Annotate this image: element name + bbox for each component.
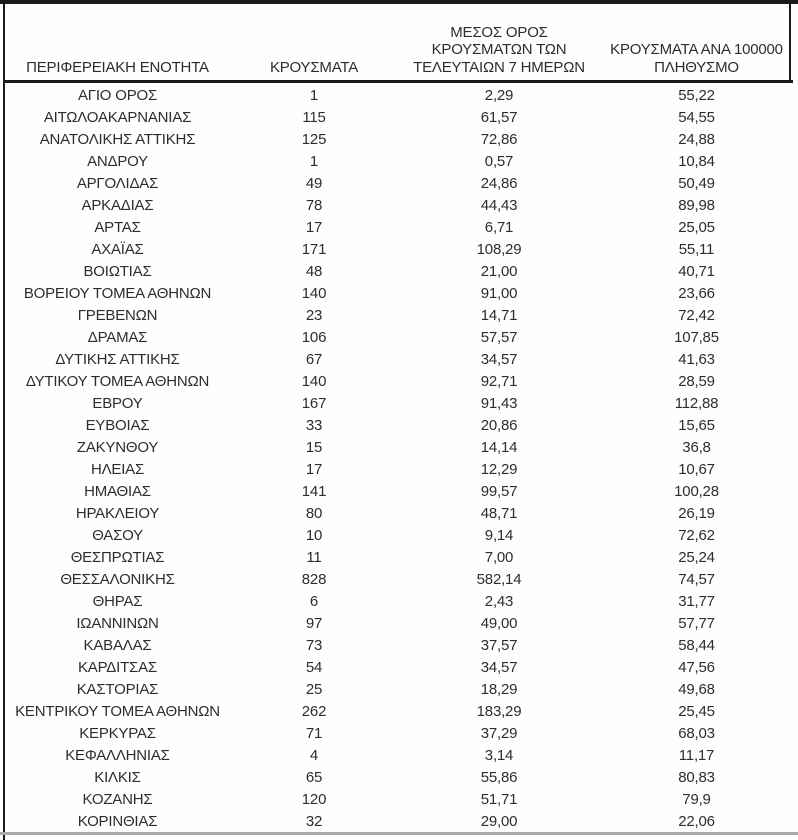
cases-cell: 65: [305, 769, 323, 786]
table-row: [5, 481, 793, 503]
cases-cell: 4: [309, 747, 319, 764]
cases-table: [5, 4, 793, 833]
avg-7day-cell: 21,00: [480, 263, 518, 280]
region-cell: ΚΟΡΙΝΘΙΑΣ: [77, 813, 158, 830]
cases-cell: 33: [305, 417, 323, 434]
avg-7day-cell: 2,43: [484, 593, 514, 610]
per-100k-cell: 15,65: [678, 417, 715, 434]
region-cell: ΚΙΛΚΙΣ: [94, 769, 141, 786]
per-100k-cell: 25,45: [678, 703, 715, 720]
region-cell: ΚΟΖΑΝΗΣ: [82, 791, 153, 808]
region-cell: ΑΝΑΤΟΛΙΚΗΣ ΑΤΤΙΚΗΣ: [39, 131, 196, 148]
region-cell: ΘΕΣΣΑΛΟΝΙΚΗΣ: [60, 571, 175, 588]
region-cell: ΑΧΑΪΑΣ: [91, 241, 144, 258]
region-cell: ΑΓΙΟ ΟΡΟΣ: [77, 87, 158, 104]
avg-7day-cell: 48,71: [480, 505, 518, 522]
table-row: [5, 393, 793, 415]
cases-cell: 6: [309, 593, 319, 610]
table-row: [5, 635, 793, 657]
avg-7day-cell: 24,86: [480, 175, 518, 192]
avg-7day-cell: 92,71: [480, 373, 518, 390]
avg-7day-cell: 55,86: [480, 769, 518, 786]
table-row: [5, 305, 793, 327]
avg-7day-cell: 20,86: [480, 417, 518, 434]
table-header: [5, 4, 793, 82]
per-100k-cell: 47,56: [678, 659, 715, 676]
per-100k-cell: 23,66: [678, 285, 715, 302]
per-100k-cell: 68,03: [678, 725, 715, 742]
avg-7day-cell: 9,14: [484, 527, 514, 544]
cases-cell: 10: [305, 527, 323, 544]
header-avg-7day-label: ΜΕΣΟΣ ΟΡΟΣ ΚΡΟΥΣΜΑΤΩΝ ΤΩΝ ΤΕΛΕΥΤΑΙΩΝ 7 ΗΜΕΡΩΝ: [413, 23, 585, 76]
region-cell: ΖΑΚΥΝΘΟΥ: [76, 439, 159, 456]
region-cell: ΙΩΑΝΝΙΝΩΝ: [76, 615, 159, 632]
cases-cell: 80: [305, 505, 323, 522]
table-row: [5, 811, 793, 833]
cases-cell: 262: [301, 703, 327, 720]
cases-cell: 171: [301, 241, 327, 258]
avg-7day-cell: 91,00: [480, 285, 518, 302]
per-100k-cell: 10,84: [678, 153, 715, 170]
cases-cell: 17: [305, 461, 323, 478]
table-row: [5, 525, 793, 547]
per-100k-cell: 31,77: [678, 593, 715, 610]
cases-cell: 78: [305, 197, 323, 214]
cases-cell: 23: [305, 307, 323, 324]
per-100k-cell: 80,83: [678, 769, 715, 786]
table-row: [5, 701, 793, 723]
region-cell: ΚΑΒΑΛΑΣ: [83, 637, 152, 654]
table-row: [5, 283, 793, 305]
region-cell: ΑΙΤΩΛΟΑΚΑΡΝΑΝΙΑΣ: [43, 109, 192, 126]
region-cell: ΑΡΚΑΔΙΑΣ: [81, 197, 154, 214]
header-regional-unit: [5, 4, 230, 82]
per-100k-cell: 74,57: [678, 571, 715, 588]
table-row: [5, 415, 793, 437]
region-cell: ΚΕΦΑΛΛΗΝΙΑΣ: [65, 747, 170, 764]
table-row: [5, 129, 793, 151]
table-row: [5, 107, 793, 129]
per-100k-cell: 107,85: [674, 329, 719, 346]
region-cell: ΚΑΣΤΟΡΙΑΣ: [76, 681, 159, 698]
avg-7day-cell: 183,29: [476, 703, 522, 720]
per-100k-cell: 89,98: [678, 197, 715, 214]
per-100k-cell: 54,55: [678, 109, 715, 126]
per-100k-cell: 79,9: [682, 791, 711, 808]
per-100k-cell: 57,77: [678, 615, 715, 632]
table-row: [5, 195, 793, 217]
table-row: [5, 82, 793, 108]
avg-7day-cell: 99,57: [480, 483, 518, 500]
cases-cell: 54: [305, 659, 323, 676]
avg-7day-cell: 34,57: [480, 351, 518, 368]
per-100k-cell: 25,24: [678, 549, 715, 566]
region-cell: ΚΕΡΚΥΡΑΣ: [79, 725, 156, 742]
table-row: [5, 547, 793, 569]
avg-7day-cell: 0,57: [484, 153, 514, 170]
per-100k-cell: 10,67: [678, 461, 715, 478]
table-row: [5, 613, 793, 635]
cases-cell: 141: [301, 483, 327, 500]
per-100k-cell: 55,11: [678, 241, 715, 258]
table-body: [5, 82, 793, 834]
avg-7day-cell: 6,71: [484, 219, 514, 236]
cases-cell: 11: [306, 549, 322, 566]
avg-7day-cell: 582,14: [476, 571, 522, 588]
table-row: [5, 327, 793, 349]
per-100k-cell: 58,44: [678, 637, 715, 654]
table-row: [5, 789, 793, 811]
avg-7day-cell: 37,29: [480, 725, 518, 742]
table-row: [5, 569, 793, 591]
cases-cell: 140: [301, 285, 327, 302]
header-cases-label: ΚΡΟΥΣΜΑΤΑ: [269, 58, 359, 76]
per-100k-cell: 24,88: [678, 131, 715, 148]
avg-7day-cell: 57,57: [480, 329, 518, 346]
avg-7day-cell: 91,43: [480, 395, 518, 412]
region-cell: ΕΒΡΟΥ: [92, 395, 143, 412]
cases-cell: 167: [301, 395, 327, 412]
table-row: [5, 349, 793, 371]
cases-cell: 140: [301, 373, 327, 390]
cases-cell: 1: [309, 87, 319, 104]
avg-7day-cell: 49,00: [480, 615, 518, 632]
table-row: [5, 217, 793, 239]
cases-cell: 1: [309, 153, 319, 170]
table-row: [5, 151, 793, 173]
cases-cell: 828: [301, 571, 327, 588]
avg-7day-cell: 34,57: [480, 659, 518, 676]
avg-7day-cell: 51,71: [480, 791, 518, 808]
avg-7day-cell: 72,86: [480, 131, 518, 148]
per-100k-cell: 72,62: [678, 527, 715, 544]
avg-7day-cell: 18,29: [480, 681, 518, 698]
region-cell: ΑΡΤΑΣ: [94, 219, 141, 236]
per-100k-cell: 36,8: [682, 439, 711, 456]
per-100k-cell: 100,28: [674, 483, 719, 500]
per-100k-cell: 26,19: [678, 505, 715, 522]
per-100k-cell: 49,68: [678, 681, 715, 698]
avg-7day-cell: 2,29: [484, 87, 514, 104]
table-row: [5, 503, 793, 525]
cases-cell: 106: [301, 329, 327, 346]
region-cell: ΔΥΤΙΚΗΣ ΑΤΤΙΚΗΣ: [55, 351, 180, 368]
table-row: [5, 437, 793, 459]
region-cell: ΑΡΓΟΛΙΔΑΣ: [76, 175, 159, 192]
per-100k-cell: 55,22: [678, 87, 715, 104]
cases-cell: 25: [305, 681, 323, 698]
per-100k-cell: 112,88: [674, 395, 719, 412]
cases-cell: 120: [301, 791, 327, 808]
region-cell: ΚΕΝΤΡΙΚΟΥ ΤΟΜΕΑ ΑΘΗΝΩΝ: [15, 703, 220, 720]
region-cell: ΓΡΕΒΕΝΩΝ: [77, 307, 158, 324]
cases-cell: 71: [305, 725, 323, 742]
region-cell: ΗΡΑΚΛΕΙΟΥ: [75, 505, 160, 522]
cases-cell: 32: [305, 813, 323, 830]
table-row: [5, 723, 793, 745]
table-row: [5, 239, 793, 261]
avg-7day-cell: 14,14: [480, 439, 518, 456]
per-100k-cell: 72,42: [678, 307, 715, 324]
per-100k-cell: 40,71: [678, 263, 715, 280]
region-cell: ΘΑΣΟΥ: [92, 527, 143, 544]
per-100k-cell: 28,59: [678, 373, 715, 390]
avg-7day-cell: 7,00: [484, 549, 514, 566]
per-100k-cell: 50,49: [678, 175, 715, 192]
cases-cell: 48: [305, 263, 323, 280]
cases-cell: 73: [305, 637, 323, 654]
region-cell: ΒΟΡΕΙΟΥ ΤΟΜΕΑ ΑΘΗΝΩΝ: [23, 285, 212, 302]
avg-7day-cell: 108,29: [476, 241, 522, 258]
region-cell: ΔΡΑΜΑΣ: [87, 329, 148, 346]
header-avg-7day: [398, 4, 600, 82]
per-100k-cell: 41,63: [678, 351, 715, 368]
avg-7day-cell: 12,29: [480, 461, 518, 478]
avg-7day-cell: 14,71: [480, 307, 518, 324]
region-cell: ΒΟΙΩΤΙΑΣ: [83, 263, 152, 280]
cases-cell: 97: [305, 615, 323, 632]
cases-cell: 125: [301, 131, 327, 148]
cases-cell: 67: [305, 351, 323, 368]
avg-7day-cell: 3,14: [484, 747, 514, 764]
header-row: [5, 4, 793, 82]
header-regional-unit-label: ΠΕΡΙΦΕΡΕΙΑΚΗ ΕΝΟΤΗΤΑ: [26, 58, 209, 76]
per-100k-cell: 25,05: [678, 219, 715, 236]
avg-7day-cell: 61,57: [480, 109, 518, 126]
table-row: [5, 371, 793, 393]
cases-cell: 49: [305, 175, 323, 192]
region-cell: ΑΝΔΡΟΥ: [87, 153, 148, 170]
table-row: [5, 459, 793, 481]
table-row: [5, 657, 793, 679]
avg-7day-cell: 44,43: [480, 197, 518, 214]
region-cell: ΘΗΡΑΣ: [92, 593, 143, 610]
per-100k-cell: 11,17: [678, 747, 715, 764]
region-cell: ΘΕΣΠΡΩΤΙΑΣ: [70, 549, 165, 566]
per-100k-cell: 22,06: [678, 813, 715, 830]
table-row: [5, 679, 793, 701]
region-cell: ΚΑΡΔΙΤΣΑΣ: [77, 659, 157, 676]
cases-cell: 15: [305, 439, 323, 456]
table-row: [5, 767, 793, 789]
cases-cell: 115: [302, 109, 326, 126]
region-cell: ΗΜΑΘΙΑΣ: [84, 483, 151, 500]
header-cases: [230, 4, 398, 82]
table-row: [5, 261, 793, 283]
header-per-100k-label: ΚΡΟΥΣΜΑΤΑ ΑΝΑ 100000 ΠΛΗΘΥΣΜΟ: [610, 41, 783, 76]
region-cell: ΔΥΤΙΚΟΥ ΤΟΜΕΑ ΑΘΗΝΩΝ: [25, 373, 210, 390]
region-cell: ΕΥΒΟΙΑΣ: [85, 417, 150, 434]
cases-cell: 17: [305, 219, 323, 236]
table-row: [5, 591, 793, 613]
table-row: [5, 173, 793, 195]
avg-7day-cell: 37,57: [480, 637, 518, 654]
avg-7day-cell: 29,00: [480, 813, 518, 830]
table-row: [5, 745, 793, 767]
region-cell: ΗΛΕΙΑΣ: [90, 461, 145, 478]
header-per-100k: [600, 4, 793, 82]
